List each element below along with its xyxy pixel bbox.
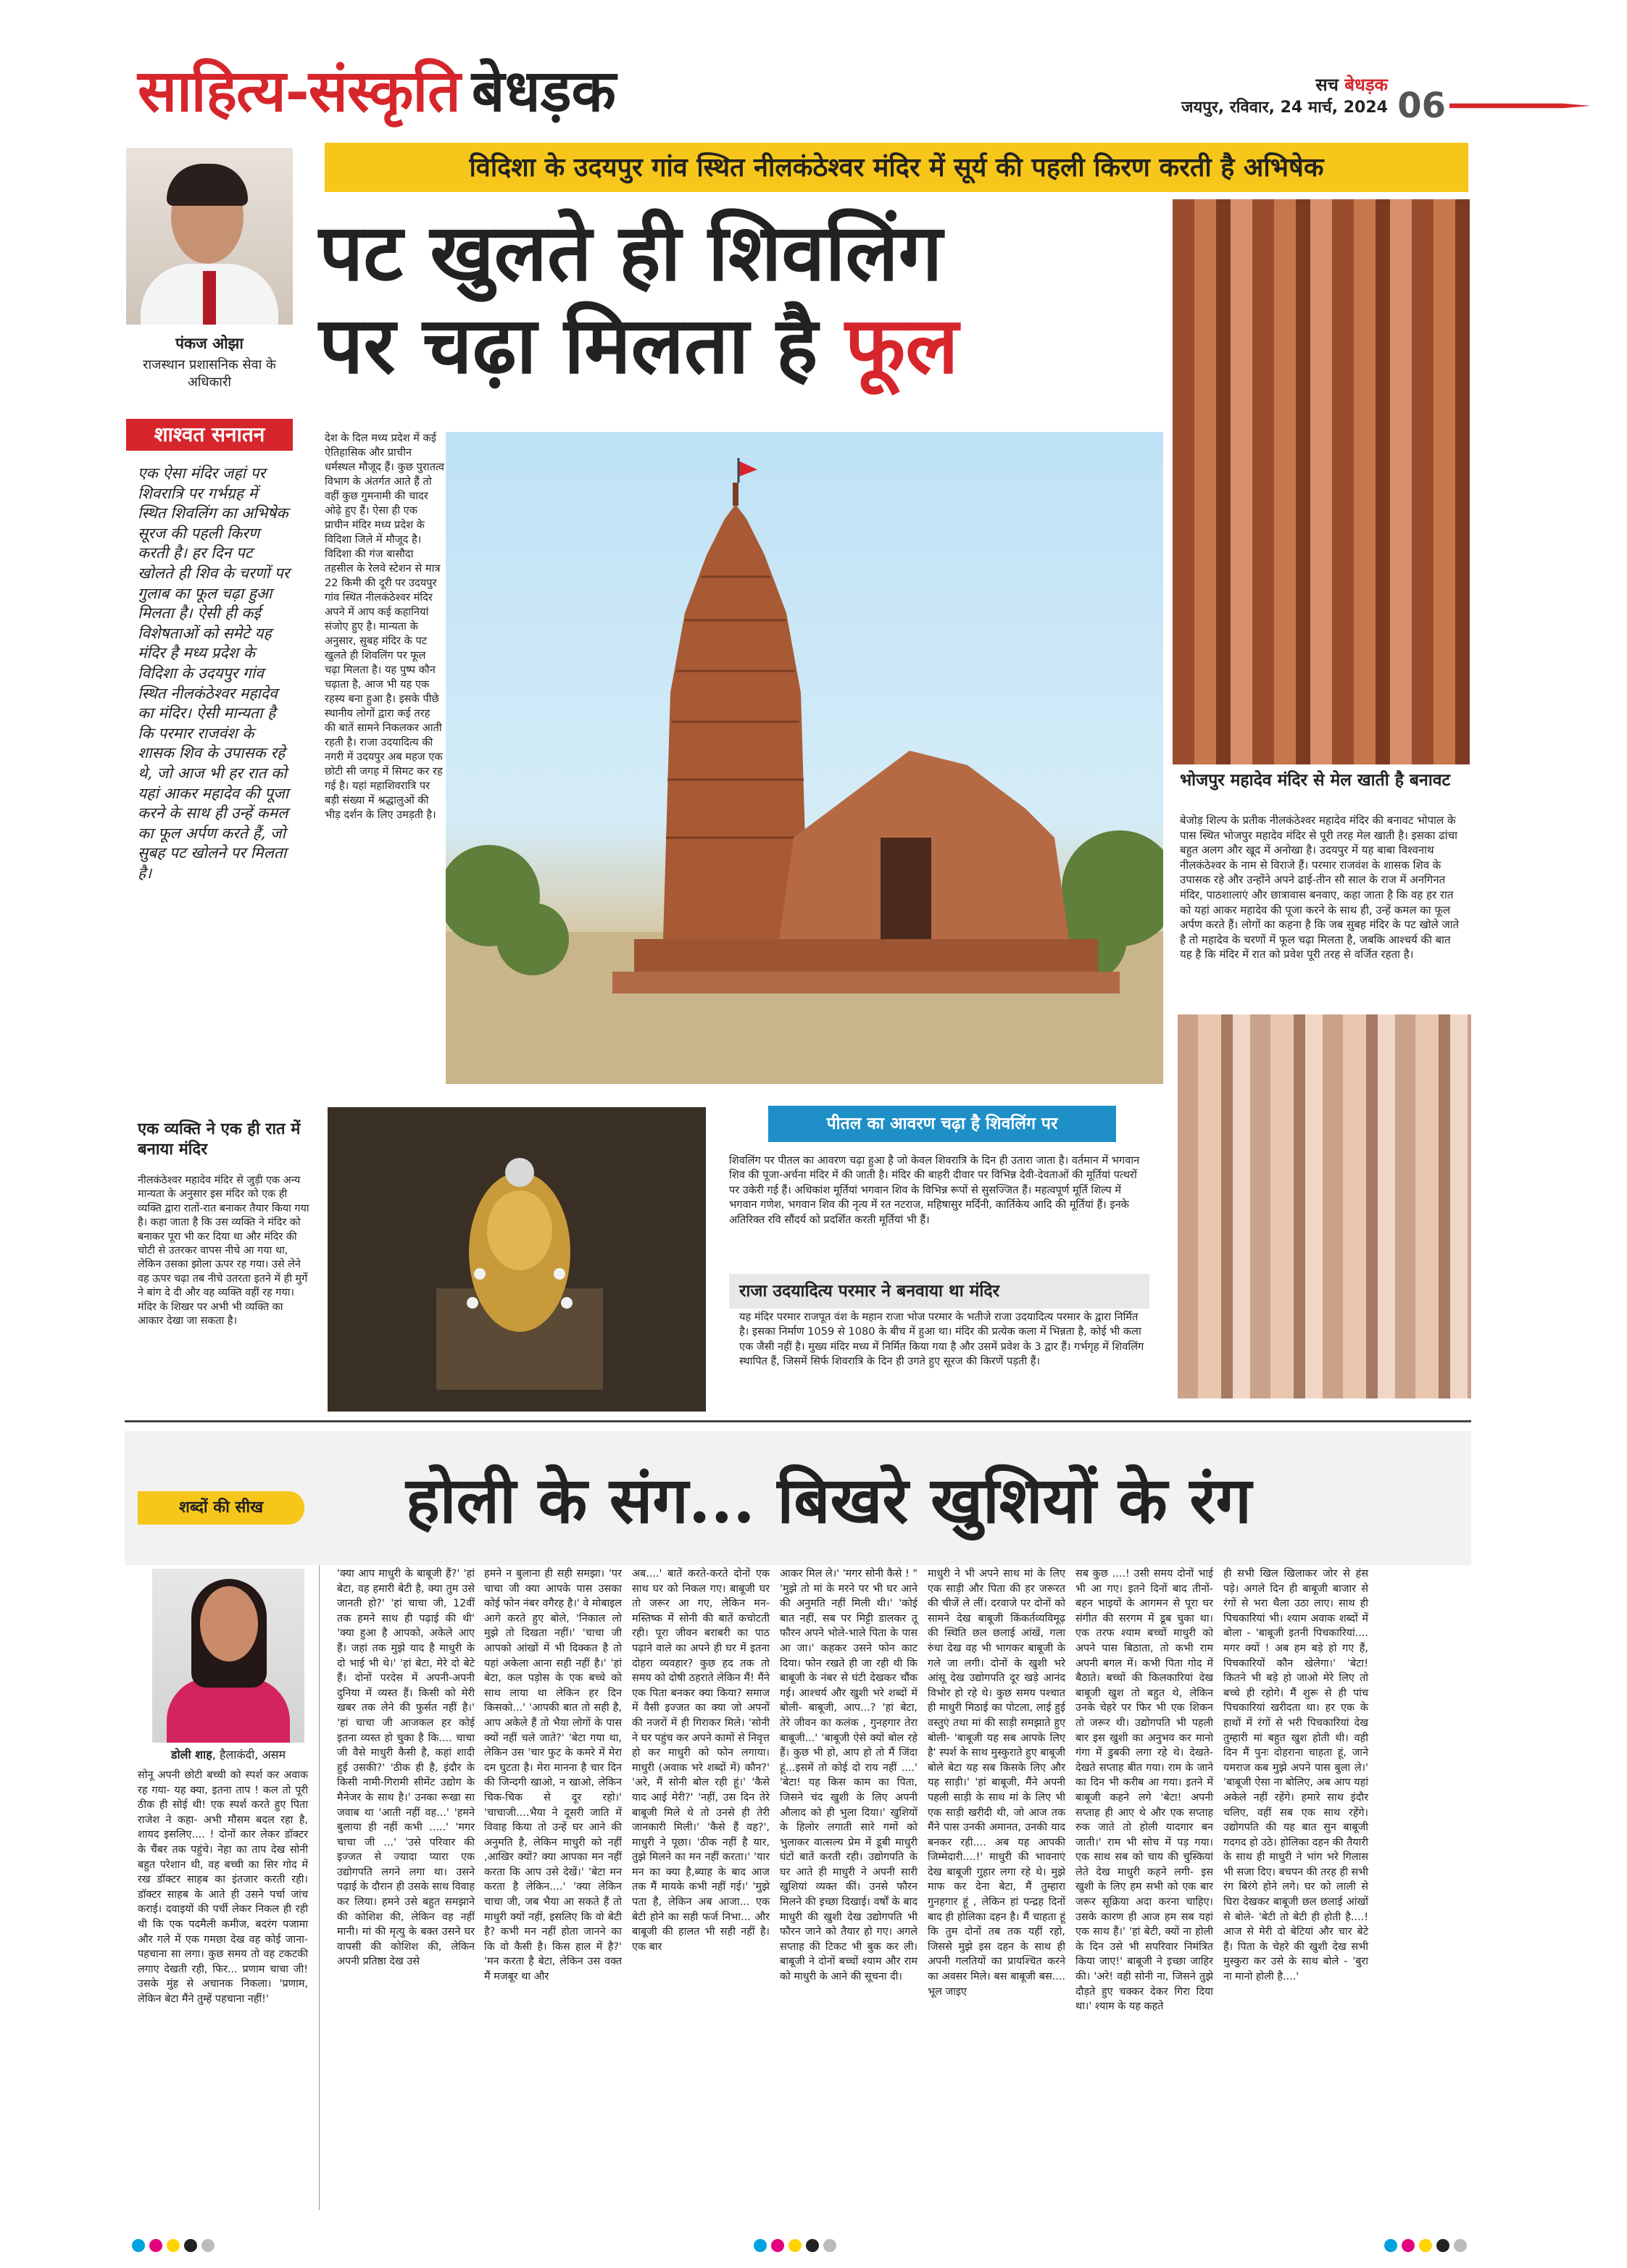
legend-text: नीलकंठेश्वर महादेव मंदिर से जुड़ी एक अन्य मान्यता के अनुसार इस मंदिर को एक ही व्यक्ति द्वारा रातों-रात बनाकर तैयार किया गया है। कहा जाता है कि उस व्यक्ति ने मंदिर को बनाकर पूरा भी कर दिया था और मंदिर की चोटी से उतरकर वापस नीचे आ गया था, लेकिन उसका झोला ऊपर रह गया। उसे लेने वह ऊपर चढ़ा तब नीचे उतरता इतने में ही मुर्गे ने बांग दे दी और वह व्यक्ति वहीं रह गया। मंदिर के शिखर पर अभी भी व्यक्ति का आकार देखा जा सकता है। xyxy=(138,1175,309,1327)
holi-headline: होली के संग... बिखरे खुशियों के रंग xyxy=(406,1462,1252,1538)
headline-line-2: पर चढ़ा मिलता है xyxy=(319,300,818,391)
registration-marks-center xyxy=(754,2239,836,2252)
story-column-4: अब....' बातें करते-करते दोनों एक साथ घर को निकल गए। बाबूजी घर तो जरूर आ गए, लेकिन मन-मस्तिष्क में सोनी की बातें कचोटती रही। पूरा जीवन बराबरी का पाठ पढ़ाने वाले का अपने ही घर में इतना दोहरा व्यवहार? कुछ हद तक तो समय को दोषी ठहराते लेकिन मैं! मैंने एक पिता बनकर क्या किया? समाज में वैसी इज्जत का क्या जो अपनों की नजरों में ही गिराकर मिले। 'सोनी ने घर पहुंच कर अपने कामों से निवृत्त हो कर माधुरी को फोन लगाया। माधुरी (अवाक भरे शब्दों में) कौन?' 'अरे, मैं सोनी बोल रही हूं।' 'कैसे याद आई मेरी?' 'नहीं, उस दिन तेरे बाबूजी मिले थे तो उनसे ही तेरी जानकारी मिली।' 'कैसे हैं वह?', माधुरी ने पूछा। 'ठीक नहीं है यार, तुझे मिलने का मन नहीं करता।' 'यार मन का क्या है,ब्याह के बाद आज तक मैं मायके कभी नहीं गई।' 'मुझे पता है, लेकिन अब आजा... एक बेटी होने का सही फर्ज निभा... और बाबूजी की हालत भी सही नहीं है। एक बार xyxy=(632,1568,770,1953)
author-name: पंकज ओझा xyxy=(175,335,244,352)
temple-photo xyxy=(446,432,1163,1084)
story-column-2: 'क्या आप माधुरी के बाबूजी हैं?' 'हां बेटा, वह हमारी बेटी है, क्या तुम उसे जानती हो?' 'हां चाचा जी, 12वीं तक हमने साथ ही पढ़ाई की थी' 'क्या हुआ है आपको, अकेले आए हैं। जहां तक मुझे याद है माधुरी के दो भाई भी थे।' 'हां बेटा, मेरे दो बेटे हैं। दोनों परदेस में अपनी-अपनी दुनिया में व्यस्त हैं। किसी को मेरी खबर तक लेने की फुर्सत नहीं है।' 'हां चाचा जी आजकल हर कोई इतना व्यस्त हो चुका है कि.... चाचा जी वैसे माधुरी कैसी है, कहां शादी हुई उसकी?' 'ठीक ही है, इंदौर के किसी नामी-गिरामी सीमेंट उद्योग के मैनेजर के साथ है।' उनका रूखा सा जवाब था 'आती नहीं वह...' 'हमने बुलाया ही नहीं कभी .....' 'मगर चाचा जी ...' 'उसे परिवार की इज्जत से ज्यादा प्यारा एक उद्योगपति लगने लगा था। उसने पढ़ाई के दौरान ही उसके साथ विवाह कर लिया। हमने उसे बहुत समझाने की कोशिश की, लेकिन वह नहीं मानी। मां की मृत्यु के बक्त उसने घर वापसी की कोशिश की, लेकिन अपनी प्रतिष्ठा देख उसे xyxy=(337,1568,475,1968)
section-subtitle: बेधड़क xyxy=(471,57,616,125)
raja-heading: राजा उदयादित्य परमार ने बनवाया था मंदिर xyxy=(729,1274,1149,1309)
headline-highlight: फूल xyxy=(844,300,959,391)
story-column-1: सोनू अपनी छोटी बच्ची को स्पर्श कर अवाक रह गया- यह क्या, इतना ताप ! कल तो पूरी ठीक ही सोई थी! एक स्पर्श करते हुए पिता राजेश ने कहा- अभी मौसम बदल रहा है, शायद इसलिए.... ! दोनों कार लेकर डॉक्टर के चैंबर तक पहुंचे। नेहा का ताप देख सोनी बहुत परेशान थी, वह बच्ची का सिर गोद में रख डॉक्टर साहब का इंतजार करती रही। डॉक्टर साहब के आते ही उसने पर्चा जांच कराई। दवाइयों की पर्ची लेकर निकल ही रही थी कि एक पदमैली कमीज, बदरंग पजामा और गले में एक गमछा देख वह कोई जाना-पहचाना सा लगा। कुछ समय तो वह टकटकी लगाए देखती रही, फिर... प्रणाम चाचा जी! उसके मुंह से अचानक निकला। 'प्रणाम, लेकिन बेटा मैंने तुम्हें पहचाना नहीं!' xyxy=(138,1769,308,2005)
page-number: 06 xyxy=(1397,86,1446,126)
column-rule xyxy=(319,1565,320,2210)
brand-logo xyxy=(1315,72,1388,96)
holi-author-byline: डोली शाह, हैलाकंदी, असम xyxy=(170,1748,286,1762)
holi-author-place: हैलाकंदी, असम xyxy=(219,1748,286,1762)
holi-author-name: डोली शाह xyxy=(170,1748,212,1762)
brand-part-1: सच xyxy=(1315,75,1339,95)
carving-photo-top xyxy=(1173,199,1470,764)
column-tag: शाश्वत सनातन xyxy=(126,419,293,451)
story-column-3: हमने न बुलाना ही सही समझा। 'पर चाचा जी क्या आपके पास उसका कोई फोन नंबर वगैरह है।' वे मोबाइल आगे करते हुए बोले, 'निकाल लो मुझे तो दिखता नहीं।' 'चाचा जी आपको आंखों में भी दिक्कत है तो यहां अकेला आना सही नहीं है।' 'हां बेटा, कल पड़ोस के एक बच्चे को साथ लाया था लेकिन हर दिन किसको...' 'आपकी बात तो सही है, आप अकेले हैं तो भैया लोगों के पास क्यों नहीं चले जाते?' 'बेटा गया था, लेकिन उस 'चार फुट के कमरे में मेरा दम घुटता है। मेरा मानना है चार दिन की जिन्दगी खाओ, न खाओ, लेकिन चिक-चिक से दूर रहो।' 'चाचाजी....भैया ने दूसरी जाति में विवाह किया तो उन्हें घर आने की अनुमति है, लेकिन माधुरी को नहीं ,आखिर क्यों? क्या आपका मन नहीं करता कि आप उसे देखें।' 'बेटा मन करता है लेकिन....' 'क्या लेकिन चाचा जी, जब भैया आ सकते हैं तो माधुरी क्यों नहीं, इसलिए कि वो बेटी है? कभी मन नहीं होता जानने का कि वो कैसी है। किस हाल में है?' 'मन करता है बेटा, लेकिन उस वक्त मैं मजबूर था और xyxy=(484,1568,622,1983)
story-column-5: आकर मिल ले।' 'मगर सोनी कैसे ! " 'मुझे तो मां के मरने पर भी घर आने की अनुमति नहीं मिली थी।' 'कोई बात नहीं, सब पर मिट्टी डालकर तू फौरन अपने भोले-भाले पिता के पास आ जा।' कहकर उसने फोन काट दिया। फोन रखते ही जा रही थी कि बाबूजी के नंबर से घंटी देखकर चौंक गई। आश्चर्य और खुशी भरे शब्दों में बोली- बाबूजी, आप...? 'हां बेटा, तेरे जीवन का कलंक , गुनहगार तेरा बाबूजी...' 'बाबूजी ऐसे क्यों बोल रहे हैं। कुछ भी हो, आप हो तो मैं जिंदा हूं...इसमें तो कोई दो राय नहीं ....' 'बेटा! यह किस काम का पिता, जिसने चंद खुशी के लिए अपनी औलाद को ही भुला दिया।' खुशियों के हिलोर लगाती सारे गमों को भुलाकर वात्सल्य प्रेम में डूबी माधुरी घंटों बातें करती रही। उद्योगपति के घर आते ही माधुरी ने अपनी सारी खुशियां व्यक्त कीं। उनसे फौरन मिलने की इच्छा दिखाई। वर्षों के बाद माधुरी की खुशी देख उद्योगपति भी फौरन जाने को तैयार हो गए। अगले सप्ताह की टिकट भी बुक कर ली। बाबूजी ने दोनों बच्चों श्याम और राम को माधुरी के आने की सूचना दी। xyxy=(780,1568,917,1983)
story-body-text: देश के दिल मध्य प्रदेश में कई ऐतिहासिक और प्राचीन धर्मस्थल मौजूद हैं। कुछ पुरातत्व विभाग के अंतर्गत आते हैं तो वहीं कुछ गुमनामी की चादर ओढ़े हुए हैं। ऐसा ही एक प्राचीन मंदिर मध्य प्रदेश के विदिशा जिले में मौजूद है। विदिशा की गंज बासौदा तहसील के रेलवे स्टेशन से मात्र 22 किमी की दूरी पर उदयपुर गांव स्थित नीलकंठेश्वर मंदिर अपने में आप कई कहानियां संजोए हुए है। मान्यता के अनुसार, सुबह मंदिर के पट खुलते ही शिवलिंग पर फूल चढ़ा मिलता है। यह पुष्प कौन चढ़ाता है, आज भी यह एक रहस्य बना हुआ है। इसके पीछे स्थानीय लोगों द्वारा कई तरह की बातें सामने निकलकर आती रहती है। राजा उदयादित्य की नगरी में उदयपुर अब महज एक छोटी सी जगह में सिमट कर रह गई है। यहां महाशिवरात्रि पर बड़ी संख्या में श्रद्धालुओं की भीड़ दर्शन के लिए उमड़ती है। xyxy=(325,432,445,821)
raja-text: यह मंदिर परमार राजपूत वंश के महान राजा भोज परमार के भतीजे राजा उदयादित्य परमार के द्वारा निर्मित है। इसका निर्माण 1059 से 1080 के बीच में हुआ था। मंदिर की प्रत्येक कला में भिन्नता है, कोई भी कला एक जैसी नहीं है। मुख्य मंदिर मध्य में निर्मित किया गया है और उसमें प्रवेश के 3 द्वार हैं। गर्भगृह में शिवलिंग स्थापित हैं, जिसमें सिर्फ शिवरात्रि के दिन ही उगते हुए सूरज की किरणें पड़ती हैं। xyxy=(739,1311,1144,1368)
story-headline xyxy=(319,207,1160,392)
story-column-7: सब कुछ ....! उसी समय दोनों भाई भी आ गए। इतने दिनों बाद तीनों-बहन भाइयों के आगमन से पूरा घर संगीत की सरगम में डूब चुका था। एक तरफ श्याम बच्चों माधुरी को अपने पास बिठाता, तो कभी राम अपनी बगल में। कभी पिता गोद में बैठाते। बच्चों की किलकारियां देख बाबूजी खुश तो बहुत थे, लेकिन उनके चेहरे पर फिर भी एक शिकन तो जरूर थी। उद्योगपति भी पहली बार इस खुशी का अनुभव कर मानो गंगा में डुबकी लगा रहे थे। देखते-देखते सप्ताह बीत गया। राम के जाने का दिन भी करीब आ गया। इतने में बाबूजी कहने लगे 'बेटा! अपनी सप्ताह ही आए थे और एक सप्ताह रुक जाते तो होली यादगार बन जाती।' राम भी सोच में पड़ गया। एक साथ सब को चाय की चुस्कियां लेते देख माधुरी कहने लगी- इस खुशी के लिए हम सभी को एक बार जरूर सूक्रिया अदा करना चाहिए। उसके कारण ही आज हम सब यहां एक साथ हैं।' 'हां बेटी, क्यों ना होली के दिन उसे भी सपरिवार निमंत्रित किया जाए!' बाबूजी ने इच्छा जाहिर की। 'अरे! वही सोनी ना, जिसने तुझे दौड़ते हुए चक्कर देकर गिरा दिया था।' श्याम के यह कहते xyxy=(1075,1568,1213,2013)
story-kicker: विदिशा के उदयपुर गांव स्थित नीलकंठेश्वर मंदिर में सूर्य की पहली किरण करती है अभिषेक xyxy=(325,143,1468,192)
carving-photo-bottom xyxy=(1178,1014,1471,1398)
shivling-photo xyxy=(328,1107,706,1412)
section-divider xyxy=(125,1420,1471,1422)
author-photo-dolly xyxy=(152,1569,304,1743)
peetal-text: शिवलिंग पर पीतल का आवरण चढ़ा हुआ है जो केवल शिवरात्रि के दिन ही उतारा जाता है। वर्तमान में भगवान शिव की पूजा-अर्चना मंदिर में की जाती है। मंदिर की बाहरी दीवार पर विभिन्न देवी-देवताओं की मूर्तियां पत्थरों पर उकेरी गई हैं। अधिकांश मूर्तियां भगवान शिव के विभिन्न रूपों से सुसज्जित हैं। महत्वपूर्ण मूर्ति शिल्प में भगवान गणेश, भगवान शिव की नृत्य में रत नटराज, महिषासुर मर्दिनी, कार्तिकेय आदि की मूर्तियां हैं। इनके अतिरिक्त रवि सौंदर्य को प्रदर्शित करती मूर्तियां भी हैं। xyxy=(729,1154,1140,1226)
author-photo xyxy=(126,148,293,325)
dateline: जयपुर, रविवार, 24 मार्च, 2024 xyxy=(1181,99,1388,117)
section-title: साहित्य-संस्कृति xyxy=(138,57,460,125)
bhojpur-heading: भोजपुर महादेव मंदिर से मेल खाती है बनावट xyxy=(1180,771,1451,790)
column-tag-shabdon: शब्दों की सीख xyxy=(138,1491,304,1525)
author-designation: राजस्थान प्रशासनिक सेवा के अधिकारी xyxy=(143,357,276,390)
intro-text: एक ऐसा मंदिर जहां पर शिवरात्रि पर गर्भग्रह में स्थित शिवलिंग का अभिषेक सूरज की पहली किरण करती है। हर दिन पट खोलते ही शिव के चरणों पर गुलाब का फूल चढ़ा हुआ मिलता है। ऐसी ही कई विशेषताओं को समेटे यह मंदिर है मध्य प्रदेश के विदिशा के उदयपुर गांव स्थित नीलकंठेश्वर महादेव का मंदिर। ऐसी मान्यता है कि परमार राजवंश के शासक शिव के उपासक रहे थे, जो आज भी हर रात को यहां आकर महादेव की पूजा करने के साथ ही उन्हें कमल का फूल अर्पण करते हैं, जो सुबह पट खोलने पर मिलता है। xyxy=(138,464,290,882)
brand-part-2: बेधड़क xyxy=(1344,75,1388,95)
registration-marks-right xyxy=(1384,2239,1467,2252)
peetal-heading: पीतल का आवरण चढ़ा है शिवलिंग पर xyxy=(768,1106,1116,1142)
story-column-6: माधुरी ने भी अपने साथ मां के लिए एक साड़ी और पिता की हर जरूरत की चीजें ले लीं। दरवाजे पर दोनों को सामने देख बाबूजी किंकर्तव्यविमूढ़ की स्थिति छल छलाई आंखें, गला रुंधा देख वह भी भागकर बाबूजी के गले जा लगी। दोनों के खुशी भरे आंसू देख उद्योगपति दूर खड़े आनंद विभोर हो रहे थे। कुछ समय पश्चात ही माधुरी मिठाई का पोटला, लाई हुई वस्तुएं तथा मां की साड़ी समझाते हुए बोली- 'बाबूजी यह सब आपके लिए है' स्पर्श के साथ मुस्कुराते हुए बाबूजी बोले बेटा यह सब किसके लिए और यह साड़ी।' 'हां बाबूजी, मैंने अपनी पहली साड़ी के साथ मां के लिए भी एक साड़ी खरीदी थी, जो आज तक मैंने पास उनकी अमानत, उनकी याद बनकर रही.... अब यह आपकी जिम्मेदारी....!' माधुरी की भावनाएं देख बाबूजी गुहार लगा रहे थे। मुझे माफ कर देना बेटा, मैं तुम्हारा गुनहगार हूं , लेकिन हां पन्द्रह दिनों बाद ही होलिका दहन है। मैं चाहता हूं कि तुम दोनों तब तक यहीं रहो, जिससे मुझे इस दहन के साथ ही अपनी गलतियों का प्रायश्चित करने का अवसर मिले। बस बाबूजी बस.... भूल जाइए xyxy=(928,1568,1065,1998)
registration-marks-left xyxy=(132,2239,215,2252)
story-column-8: ही सभी खिल खिलाकर जोर से हंस पड़े। अगले दिन ही बाबूजी बाजार से रंगों से भरा थैला उठा लाए। साथ ही पिचकारियां भी। श्याम अवाक शब्दों में बोला - 'बाबूजी इतनी पिचकारियां.... मगर क्यों ! अब हम बड़े हो गए हैं, पिचकारियों कौन खेलेगा।' 'बेटा! कितने भी बड़े हो जाओ मेरे लिए तो बच्चे ही रहोगे। मैं शुरू से ही पांच पिचकारियां खरीदता था। हर एक के हाथों में रंगों से भरी पिचकारियां देख तुम्हारी मां बहुत खुश होती थी। वही दिन मैं पुनः दोहराना चाहता हूं, जाने यमराज कब मुझे अपने पास बुला ले।' 'बाबूजी ऐसा ना बोलिए, अब आप यहां अकेले नहीं रहेंगे। हमारे साथ इंदौर चलिए, वहीं सब एक साथ रहेंगे। उद्योगपति की यह बात सुन बाबूजी गदगद हो उठे। होलिका दहन की तैयारी के साथ ही माधुरी ने भांग भरे गिलास भी सजा दिए। बचपन की तरह ही सभी रंग बिरंगे होने लगे। घर को लाली से घिरा देखकर बाबूजी छल छलाई आंखों से बोले- 'बेटी तो बेटी ही होती है....! आज से मेरी दो बेटियां और चार बेटे हैं। पिता के चेहरे की खुशी देख सभी मुस्कुरा कर उसे के साथ बोले - 'बुरा ना मानो होली है....' xyxy=(1223,1568,1368,1983)
headline-line-1: पट खुलते ही शिवलिंग xyxy=(319,207,943,299)
bhojpur-text: बेजोड़ शिल्प के प्रतीक नीलकंठेश्वर महादेव मंदिर की बनावट भोपाल के पास स्थित भोजपुर महादेव मंदिर से पूरी तरह मेल खाती है। इसका ढांचा बहुत अलग और खूद में अनोखा है। उदयपुर में यह बाबा विश्वनाथ नीलकंठेश्वर के नाम से विराजे हैं। परमार राजवंश के शासक शिव के उपासक रहे और उन्होंने अपने ढाई-तीन सौ साल के राज में अनगिनत मंदिर, पाठशालाएं और छात्रावास बनवाए, कहा जाता है कि वह हर रात को यहां आकर महादेव की पूजा करने के साथ ही, उन्हें कमल का फूल अर्पण करते हैं। लोगों का कहना है कि जब सुबह मंदिर के पट खोले जाते है तो महादेव के चरणों में फूल चढ़ा मिलता है, जबकि आश्चर्य की बात यह है कि मंदिर में रात को प्रवेश पूरी तरह से वर्जित रहता है। xyxy=(1180,814,1460,962)
legend-heading: एक व्यक्ति ने एक ही रात में बनाया मंदिर xyxy=(138,1120,301,1159)
